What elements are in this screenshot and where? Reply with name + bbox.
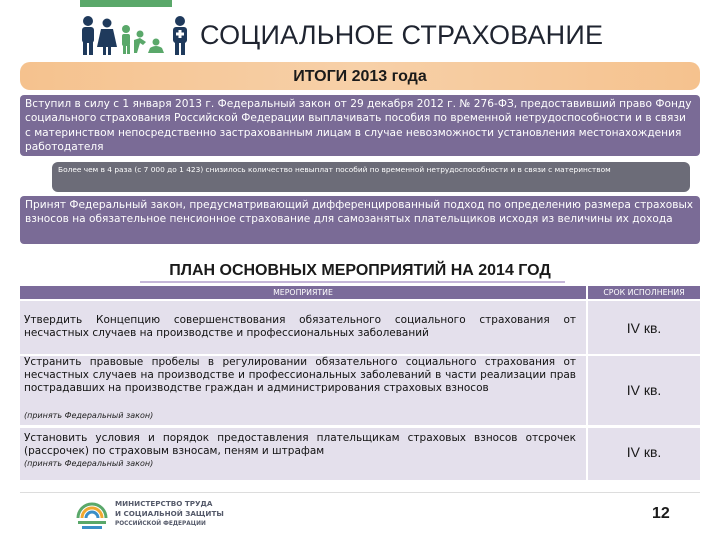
law-276-box (20, 95, 700, 156)
accent-bar (80, 0, 172, 7)
ministry-line: МИНИСТЕРСТВО ТРУДА (115, 499, 213, 508)
pension-law-box (20, 196, 700, 244)
column-header-measure: МЕРОПРИЯТИЕ (20, 286, 586, 299)
woman-icon (97, 19, 117, 56)
measure-note: (принять Федеральный закон) (24, 411, 154, 420)
deadline-value: IV кв. (626, 382, 662, 398)
ministry-line: И СОЦИАЛЬНОЙ ЗАЩИТЫ (115, 509, 224, 518)
results-banner-title: ИТОГИ 2013 года (293, 68, 427, 85)
pension-law-text: Принят Федеральный закон, предусматривающий дифференцированный подход по определению размера страховых взносов на обязательное пенсионное страхование для самозанятых плательщиков исходя из величины их дохода (25, 199, 694, 226)
column-header-deadline: СРОК ИСПОЛНЕНИЯ (588, 286, 700, 299)
baby-icon (148, 39, 164, 54)
page-number: 12 (652, 505, 670, 522)
effect-box (52, 162, 690, 192)
ministry-name (115, 499, 255, 529)
deadline-cell (588, 356, 700, 425)
deadline-value: IV кв. (626, 320, 662, 336)
page-title: СОЦИАЛЬНОЕ СТРАХОВАНИЕ (200, 20, 604, 50)
measure-text: Установить условия и порядок предоставления плательщикам страховых взносов отсрочек (рассрочек) по страховым взносам, пеням и штрафам (24, 432, 576, 457)
ministry-line: РОССИЙСКОЙ ФЕДЕРАЦИИ (115, 521, 206, 527)
measure-text: Устранить правовые пробелы в регулировании обязательного социального страхования от несчастных случаев на производстве и профессиональных заболеваний в части реализации прав пострадавших на производстве граждан и администрирования страховых взносов (24, 356, 576, 394)
footer-divider (20, 492, 700, 493)
effect-text: Более чем в 4 раза (с 7 000 до 1 423) снизилось количество невыплат пособий по временной нетрудоспособности и в связи с материнством (58, 165, 611, 174)
law-276-text: Вступил в силу с 1 января 2013 г. Федеральный закон от 29 декабря 2012 г. № 276-ФЗ, предоставивший право Фонду социального страхования Российской Федерации выплачивать пособия по временной нетрудоспособности и в связи с материнством непосредственно застрахованным лицам в случае невозможности установления местонахождения работодателя (25, 98, 692, 153)
deadline-cell (588, 428, 700, 480)
measure-text: Утвердить Концепцию совершенствования обязательного социального страхования от несчастных случаев на производстве и профессиональных заболеваний (24, 314, 576, 339)
doctor-icon (173, 16, 187, 55)
deadline-cell (588, 301, 700, 354)
measure-note: (принять Федеральный закон) (24, 459, 154, 468)
children-icon (122, 25, 146, 54)
plan-heading-underline (140, 281, 565, 283)
table-row (20, 428, 586, 480)
ministry-logo-icon (74, 496, 110, 534)
man-icon (82, 16, 94, 55)
table-row (20, 301, 586, 354)
plan-heading: ПЛАН ОСНОВНЫХ МЕРОПРИЯТИЙ НА 2014 ГОД (169, 262, 551, 279)
deadline-value: IV кв. (626, 444, 662, 460)
family-icons (76, 14, 194, 58)
table-row (20, 356, 586, 425)
